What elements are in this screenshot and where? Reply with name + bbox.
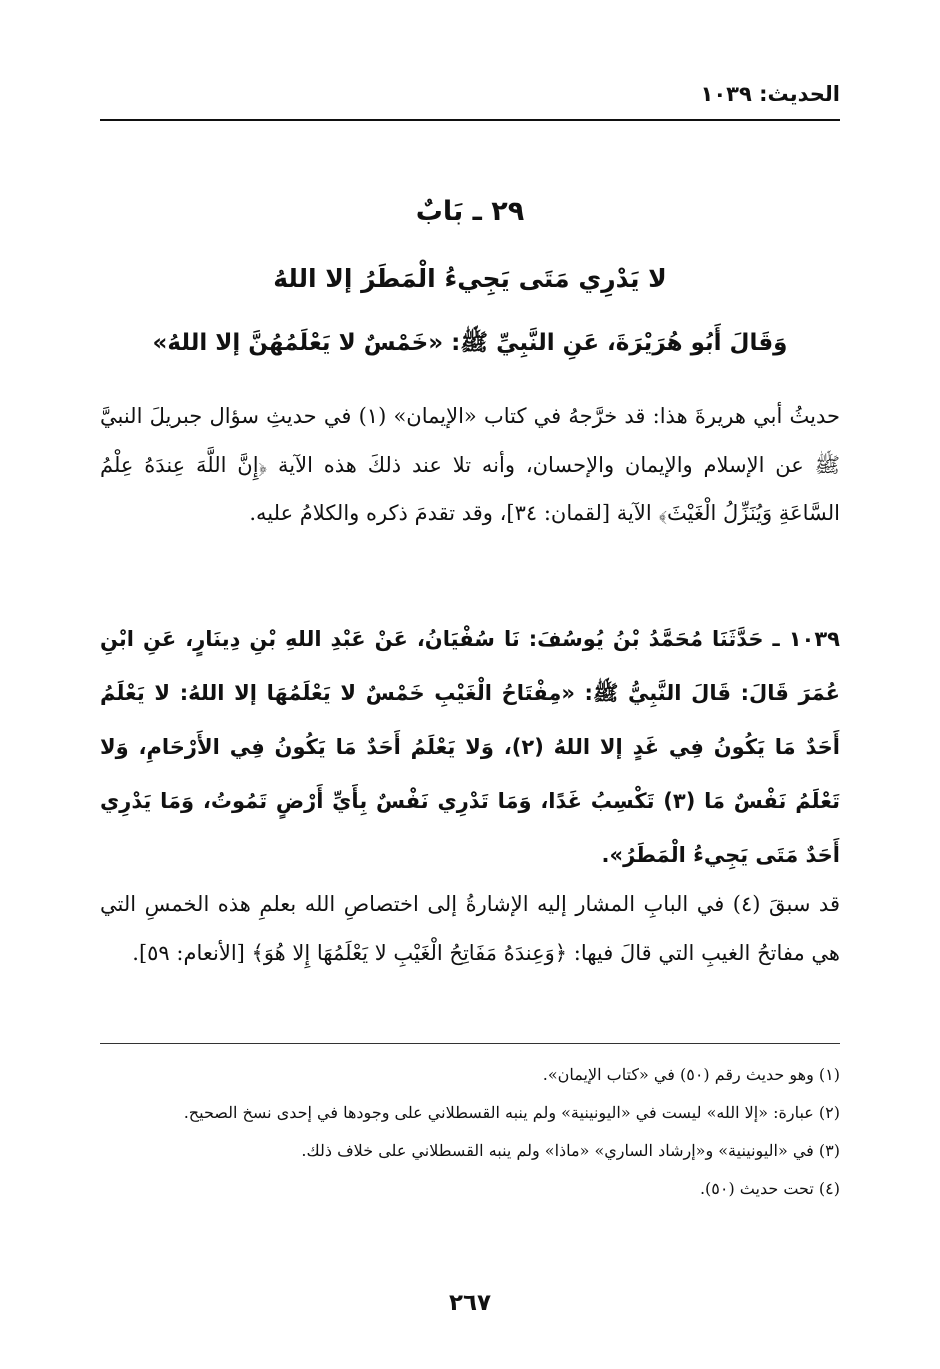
running-header: الحديث: ١٠٣٩ — [700, 82, 840, 106]
chapter-title: ٢٩ ـ بَابٌ — [415, 196, 525, 227]
footnote-1: (١) وهو حديث رقم (٥٠) في «كتاب الإيمان». — [542, 1065, 840, 1084]
footnote-2: (٢) عبارة: «إلا الله» ليست في «اليونينية» ولم ينبه القسطلاني على وجودها في إحدى نسخ الصحيح. — [183, 1103, 840, 1122]
book-page — [100, 0, 840, 1369]
commentary-paragraph-2: قد سبقَ (٤) في البابِ المشار إليه الإشارةُ إلى اختصاصِ الله بعلمِ هذه الخمسِ التي هي مفاتحُ الغيبِ التي قالَ فيها: ﴿وَعِندَهُ مَفَاتِحُ الْغَيْبِ لا يَعْلَمُهَا إِلا هُوَ﴾ [الأنعام: ٥٩]. — [100, 892, 840, 965]
commentary-paragraph-1: حديثُ أبي هريرةَ هذا: قد خرَّجهُ في كتاب «الإيمان» (١) في حديثِ سؤال جبريلَ النبيَّ ﷺ عن الإسلام والإيمان والإحسان، وأنه تلا عند ذلكَ هذه الآية ﴿إِنَّ اللَّهَ عِندَهُ عِلْمُ السَّاعَةِ وَيُنَزِّلُ الْغَيْثَ﴾ الآية [لقمان: ٣٤]، وقد تقدمَ ذكره والكلامُ عليه. — [100, 404, 840, 525]
footnotes — [100, 1058, 840, 1210]
footnote-4: (٤) تحت حديث (٥٠). — [699, 1179, 840, 1198]
header-rule — [100, 119, 840, 121]
chapter-subtitle: لا يَدْرِي مَتَى يَجِيءُ الْمَطَرُ إلا اللهُ — [273, 264, 667, 293]
hadith-text: ١٠٣٩ ـ حَدَّثَنَا مُحَمَّدُ بْنُ يُوسُفَ: نَا سُفْيَانُ، عَنْ عَبْدِ اللهِ بْنِ دِينَارٍ، عَنِ ابْنِ عُمَرَ قَالَ: قَالَ النَّبِيُّ ﷺ: «مِفْتَاحُ الْغَيْبِ خَمْسٌ لا يَعْلَمُهَا إلا اللهُ: لا يَعْلَمُ أَحَدٌ مَا يَكُونُ فِي غَدٍ إلا اللهُ (٢)، وَلا يَعْلَمُ أَحَدٌ مَا يَكُونُ فِي الأَرْحَامِ، وَلا تَعْلَمُ نَفْسٌ مَا (٣) تَكْسِبُ غَدًا، وَمَا تَدْرِي نَفْسٌ بِأَيِّ أَرْضٍ تَمُوتُ، وَمَا يَدْرِي أَحَدٌ مَتَى يَجِيءُ الْمَطَرُ». — [100, 627, 841, 867]
chapter-quote: وَقَالَ أَبُو هُرَيْرَةَ، عَنِ النَّبِيِّ ﷺ: «خَمْسٌ لا يَعْلَمُهُنَّ إلا اللهُ» — [152, 330, 788, 356]
page-number: ٢٦٧ — [448, 1290, 492, 1316]
footnote-rule — [100, 1043, 840, 1044]
footnote-3: (٣) في «اليونينية» و«إرشاد الساري» «ماذا» ولم ينبه القسطلاني على خلاف ذلك. — [301, 1141, 840, 1160]
